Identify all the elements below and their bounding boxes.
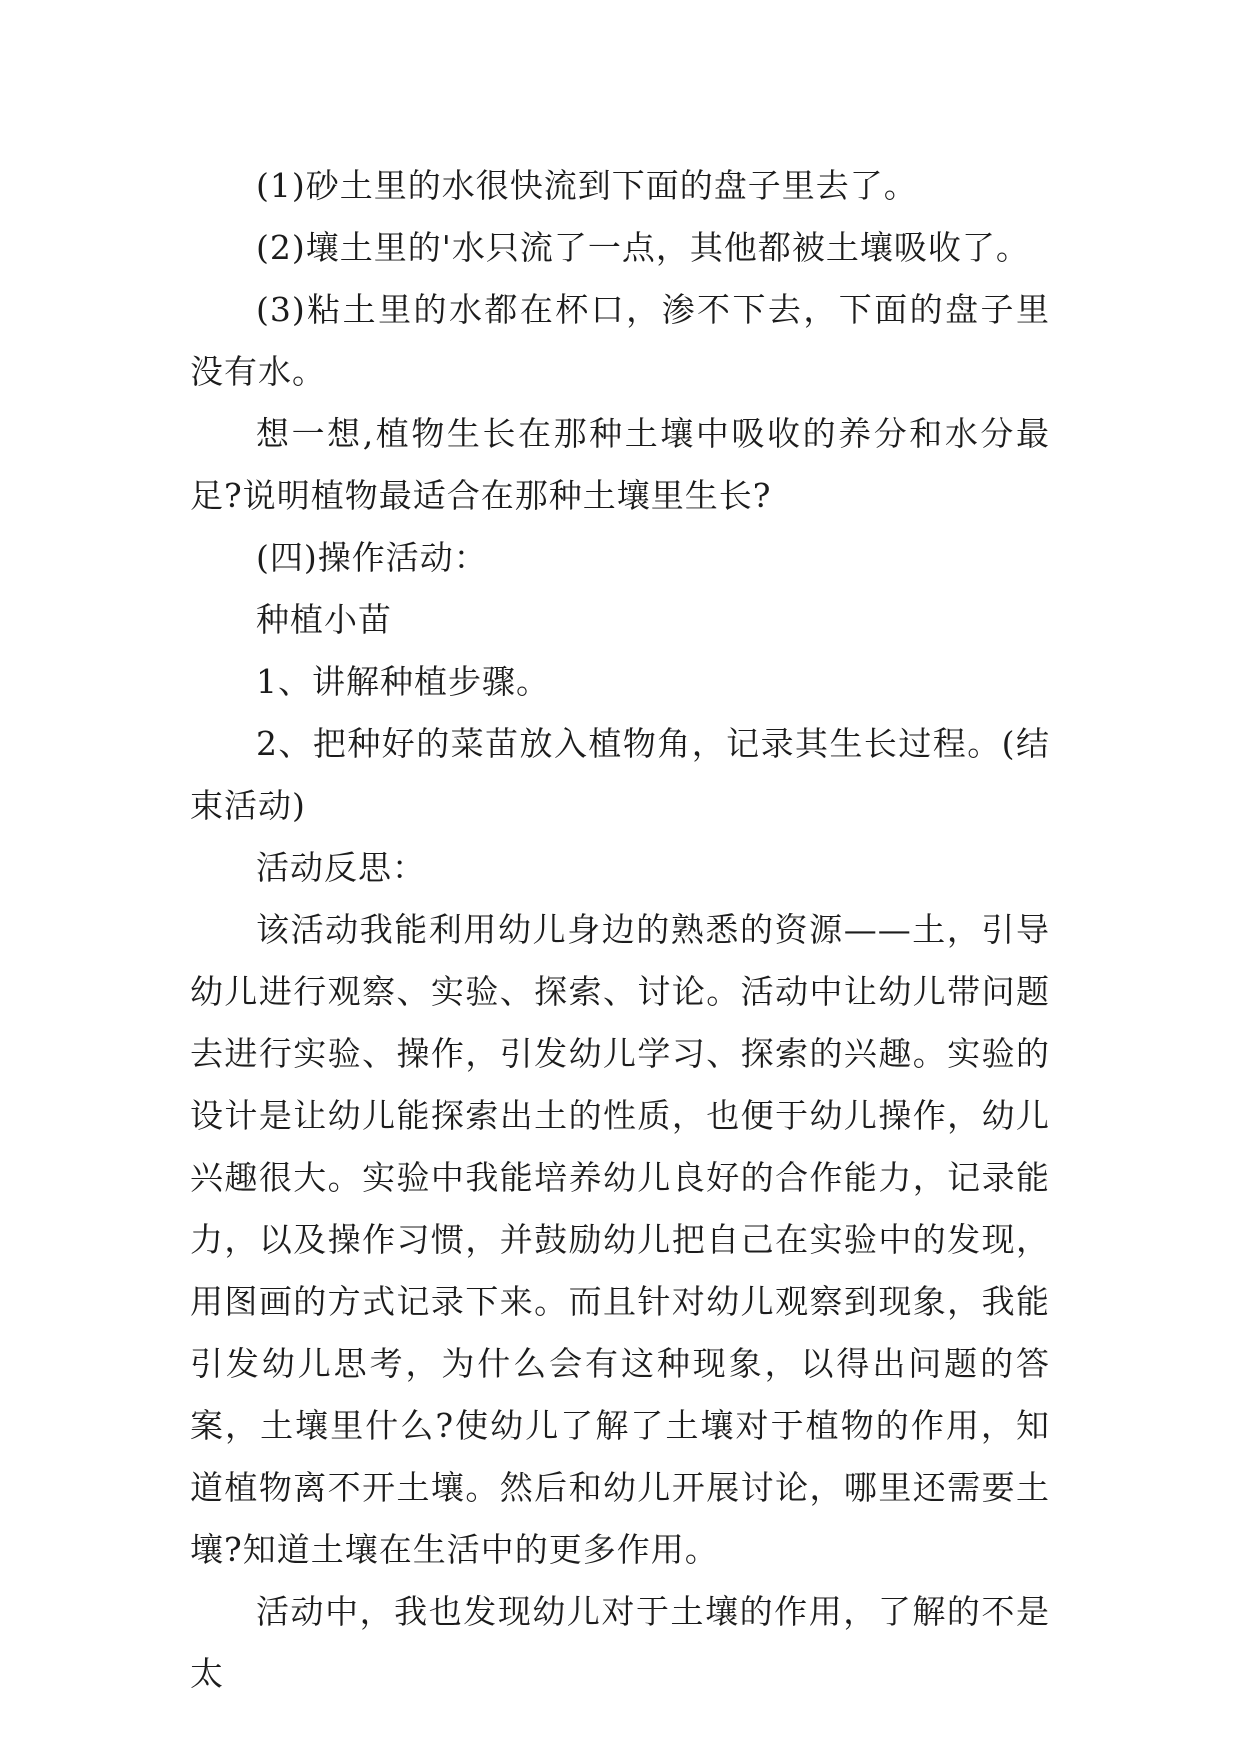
paragraph-reflection-body: 该活动我能利用幼儿身边的熟悉的资源——土，引导幼儿进行观察、实验、探索、讨论。活动中让幼儿带问题去进行实验、操作，引发幼儿学习、探索的兴趣。实验的设计是让幼儿能探索出土的性质，也便于幼儿操作，幼儿兴趣很大。实验中我能培养幼儿良好的合作能力，记录能力，以及操作习惯，并鼓励幼儿把自己在实验中的发现，用图画的方式记录下来。而且针对幼儿观察到现象，我能引发幼儿思考，为什么会有这种现象，以得出问题的答案，土壤里什么?使幼儿了解了土壤对于植物的作用，知道植物离不开土壤。然后和幼儿开展讨论，哪里还需要土壤?知道土壤在生活中的更多作用。 (190, 910, 1050, 1569)
paragraph-loam-soil: (2)壤土里的'水只流了一点，其他都被土壤吸收了。 (256, 228, 1030, 267)
paragraph-step-1: 1、讲解种植步骤。 (256, 662, 550, 701)
paragraph-planting-seedlings: 种植小苗 (256, 600, 392, 639)
document-body (190, 155, 1050, 1705)
paragraph-clay-soil: (3)粘土里的水都在杯口，渗不下去，下面的盘子里没有水。 (190, 290, 1050, 391)
paragraph-step-2: 2、把种好的菜苗放入植物角，记录其生长过程。(结束活动) (190, 724, 1050, 825)
paragraph-reflection-continued: 活动中，我也发现幼儿对于土壤的作用，了解的不是太 (190, 1592, 1050, 1693)
paragraph-section-heading-operation: (四)操作活动： (256, 538, 488, 577)
paragraph-think-question: 想一想,植物生长在那种土壤中吸收的养分和水分最足?说明植物最适合在那种土壤里生长? (190, 414, 1050, 515)
paragraph-sand-soil: (1)砂土里的水很快流到下面的盘子里去了。 (256, 166, 918, 205)
paragraph-reflection-heading: 活动反思： (256, 848, 426, 887)
